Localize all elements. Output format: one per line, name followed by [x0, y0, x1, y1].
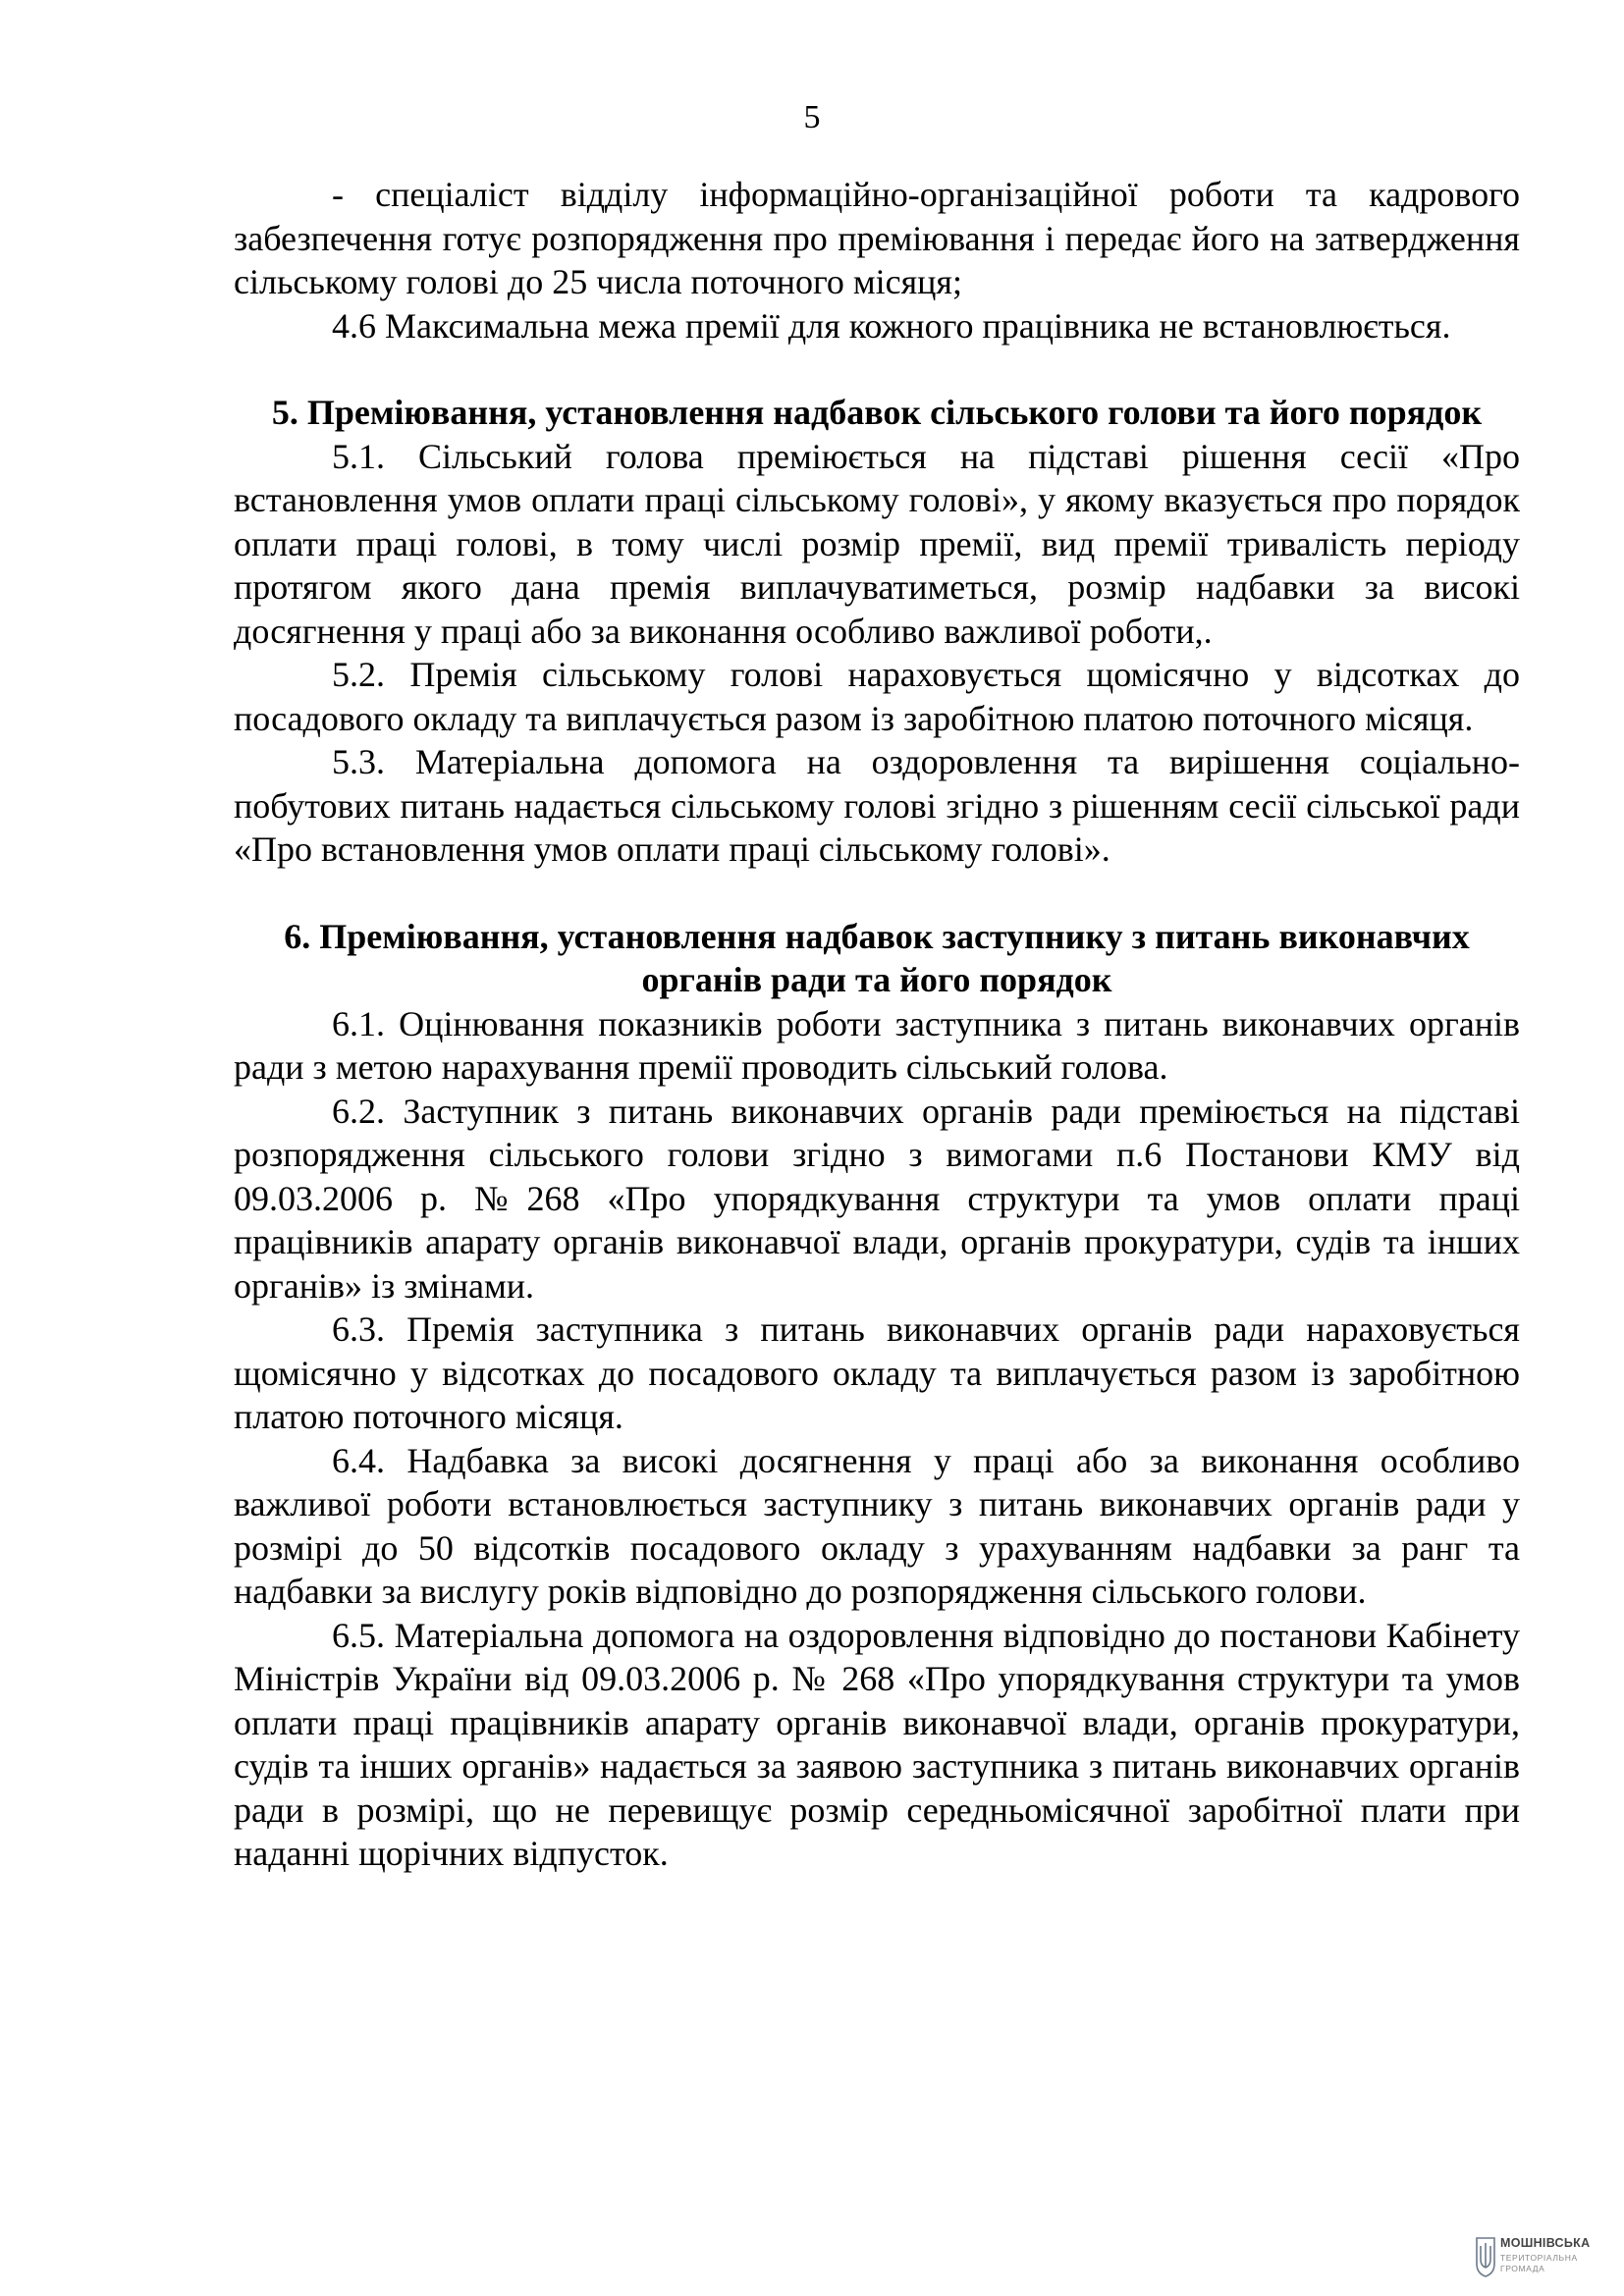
paragraph-6-4: 6.4. Надбавка за високі досягнення у праці або за виконання особливо важливої роботи встановлюється заступнику з питань виконавчих органів ради у розмірі до 50 відсотків посадового окладу з урахуванням надбавки за ранг та надбавки за вислугу років відповідно до розпорядження сільського голови.: [234, 1440, 1520, 1611]
paragraph-6-2: 6.2. Заступник з питань виконавчих органів ради преміюється на підставі розпорядження сільського голови згідно з вимогами п.6 Постанови КМУ від 09.03.2006 р. №268 «Про упорядкування структури та умов оплати праці працівників апарату органів виконавчої влади, органів прокуратури, судів та інших органів» із змінами.: [234, 1091, 1520, 1306]
section-5-heading: 5. Преміювання, установлення надбавок сільського голови та його порядок: [271, 393, 1483, 432]
watermark-title: МОШНІВСЬКА: [1500, 2236, 1591, 2250]
paragraph-6-5: 6.5. Матеріальна допомога на оздоровлення відповідно до постанови Кабінету Міністрів України від 09.03.2006 р. № 268 «Про упорядкування структури та умов оплати праці працівників апарату органів виконавчої влади, органів прокуратури, судів та інших органів» надається за заявою заступника з питань виконавчих органів ради в розмірі, що не перевищує розмір середньомісячної заробітної плати при наданні щорічних відпусток.: [234, 1615, 1520, 1873]
page-number: 5: [803, 99, 821, 135]
paragraph-6-3: 6.3. Премія заступника з питань виконавчих органів ради нараховується щомісячно у відсотках до посадового окладу та виплачується разом із заробітною платою поточного місяця.: [234, 1309, 1520, 1436]
document-body: [234, 173, 1520, 1876]
paragraph-specialist-prepares-order: - спеціаліст відділу інформаційно-організаційної роботи та кадрового забезпечення готує розпорядження про преміювання і передає його на затвердження сільському голові до 25 числа поточного місяця;: [234, 175, 1520, 301]
trident-emblem-icon: [1475, 2234, 1496, 2277]
section-spacer: [234, 347, 1520, 391]
paragraph-5-3: 5.3. Матеріальна допомога на оздоровлення та вирішення соціально-побутових питань надається сільському голові згідно з рішенням сесії сільської ради «Про встановлення умов оплати праці сільському голові».: [234, 742, 1520, 869]
section-6-heading: 6. Преміювання, установлення надбавок заступнику з питань виконавчих органів ради та його порядок: [284, 916, 1470, 999]
paragraph-4-6: 4.6 Максимальна межа премії для кожного працівника не встановлюється.: [332, 305, 1451, 346]
paragraph-5-1: 5.1. Сільський голова преміюється на підставі рішення сесії «Про встановлення умов оплати праці сільському голові», у якому вказується про порядок оплати праці голові, в тому числі розмір премії, вид премії тривалість періоду протягом якого дана премія виплачуватиметься, розмір надбавки за високі досягнення у праці або за виконання особливо важливої роботи,.: [234, 436, 1520, 651]
paragraph-6-1: 6.1. Оцінювання показників роботи заступника з питань виконавчих органів ради з метою нарахування премії проводить сільський голова.: [234, 1003, 1520, 1087]
community-logo-watermark: [1475, 2230, 1622, 2291]
section-spacer: [234, 872, 1520, 915]
watermark-subtitle-2: ГРОМАДА: [1500, 2264, 1545, 2273]
watermark-subtitle-1: ТЕРИТОРІАЛЬНА: [1500, 2253, 1578, 2263]
paragraph-5-2: 5.2. Премія сільському голові нараховується щомісячно у відсотках до посадового окладу та виплачується разом із заробітною платою поточного місяця.: [234, 655, 1520, 738]
